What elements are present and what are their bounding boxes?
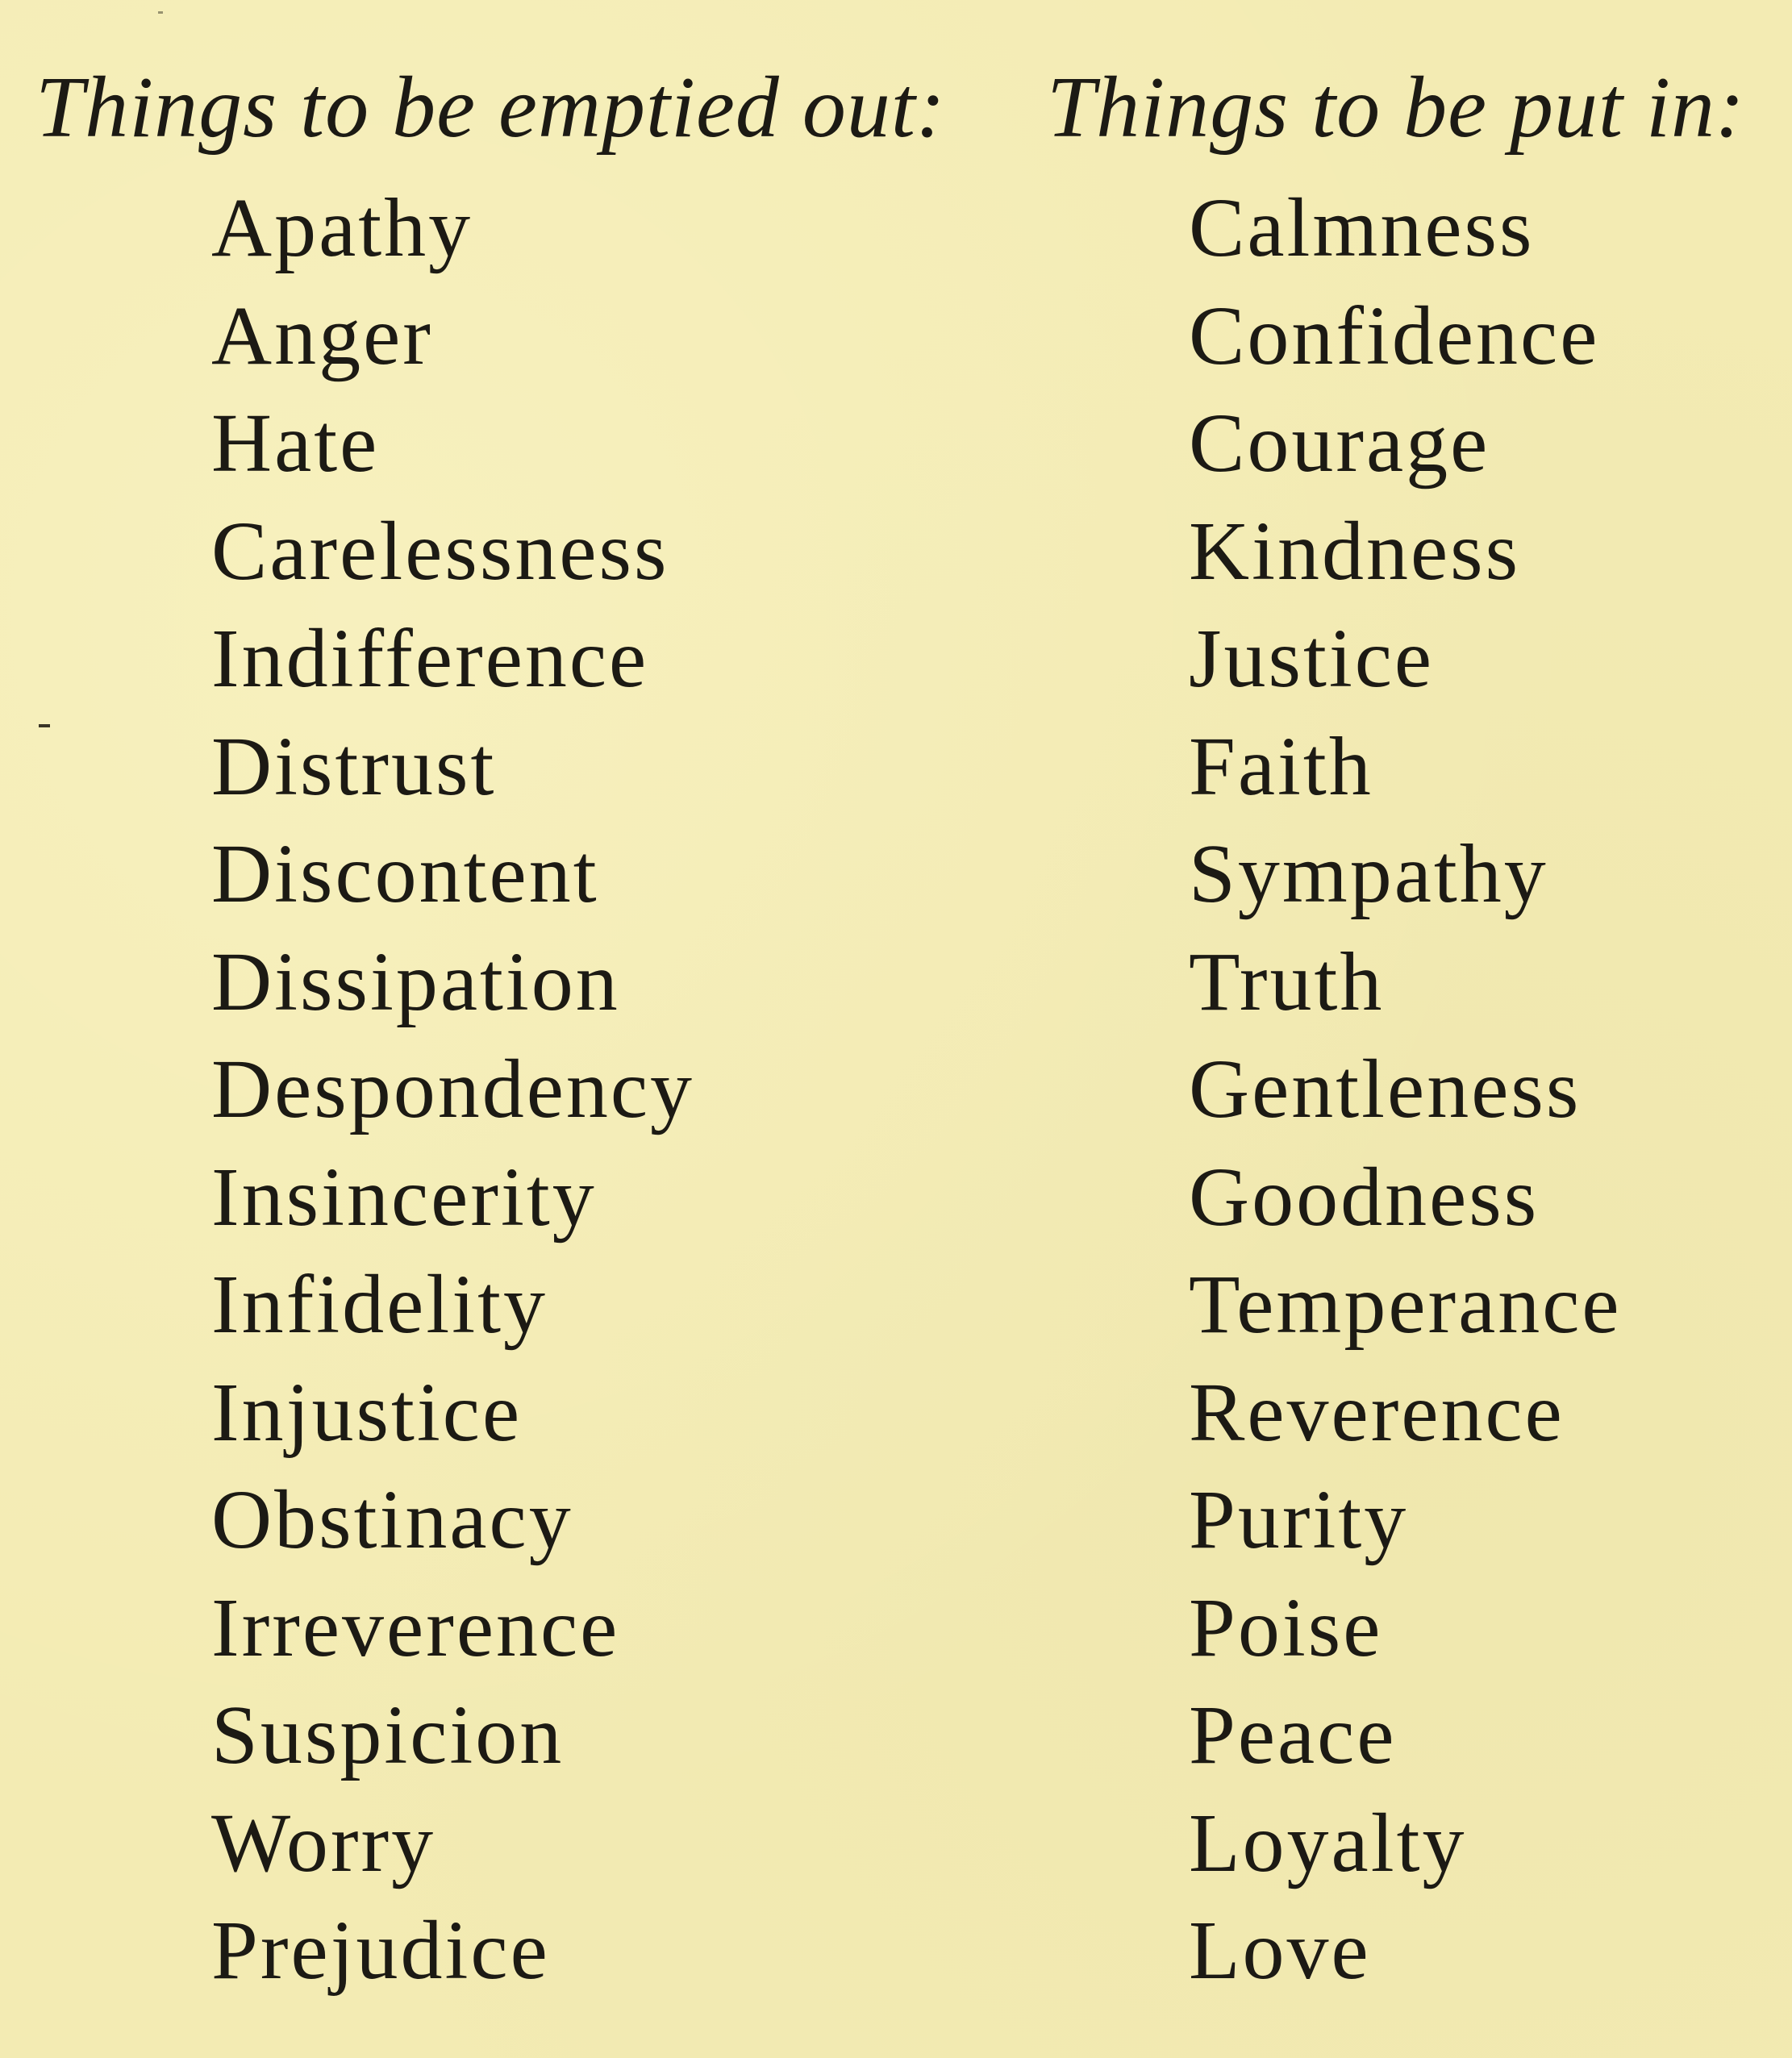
emptied-out-item: Apathy (211, 181, 473, 274)
emptied-out-item: Insincerity (211, 1150, 597, 1244)
put-in-item: Love (1189, 1904, 1371, 1997)
put-in-item: Loyalty (1189, 1796, 1467, 1889)
put-in-item: Sympathy (1189, 827, 1548, 920)
put-in-item: Kindness (1189, 504, 1521, 598)
put-in-item: Courage (1189, 397, 1490, 490)
put-in-item: Poise (1189, 1581, 1383, 1674)
put-in-item: Reverence (1189, 1365, 1565, 1459)
put-in-item: Justice (1189, 612, 1435, 705)
left-column-heading: Things to be emptied out: (35, 60, 946, 156)
emptied-out-item: Injustice (211, 1365, 523, 1459)
paper-speck (39, 724, 50, 727)
emptied-out-list (211, 181, 695, 2014)
emptied-out-item: Suspicion (211, 1689, 565, 1781)
put-in-item: Calmness (1189, 181, 1535, 274)
emptied-out-item: Obstinacy (211, 1473, 573, 1566)
put-in-item: Gentleness (1189, 1043, 1582, 1135)
put-in-item: Faith (1189, 719, 1373, 813)
put-in-item: Confidence (1189, 289, 1600, 382)
emptied-out-item: Dissipation (211, 935, 620, 1028)
put-in-item: Temperance (1189, 1258, 1622, 1351)
put-in-item: Peace (1189, 1689, 1397, 1781)
emptied-out-item: Carelessness (211, 504, 669, 598)
put-in-list (1189, 181, 1622, 2014)
emptied-out-item: Infidelity (211, 1258, 548, 1351)
put-in-item: Goodness (1189, 1150, 1540, 1244)
emptied-out-item: Discontent (211, 827, 599, 920)
emptied-out-item: Worry (211, 1796, 436, 1889)
emptied-out-item: Prejudice (211, 1904, 550, 1997)
right-column-heading: Things to be put in: (1047, 60, 1746, 156)
emptied-out-item: Irreverence (211, 1581, 620, 1674)
put-in-item: Purity (1189, 1473, 1409, 1566)
emptied-out-item: Distrust (211, 719, 497, 813)
put-in-item: Truth (1189, 935, 1385, 1028)
paper-speck (158, 11, 163, 14)
emptied-out-item: Anger (211, 289, 433, 382)
emptied-out-item: Indifference (211, 612, 649, 705)
emptied-out-item: Hate (211, 397, 380, 490)
emptied-out-item: Despondency (211, 1043, 695, 1135)
